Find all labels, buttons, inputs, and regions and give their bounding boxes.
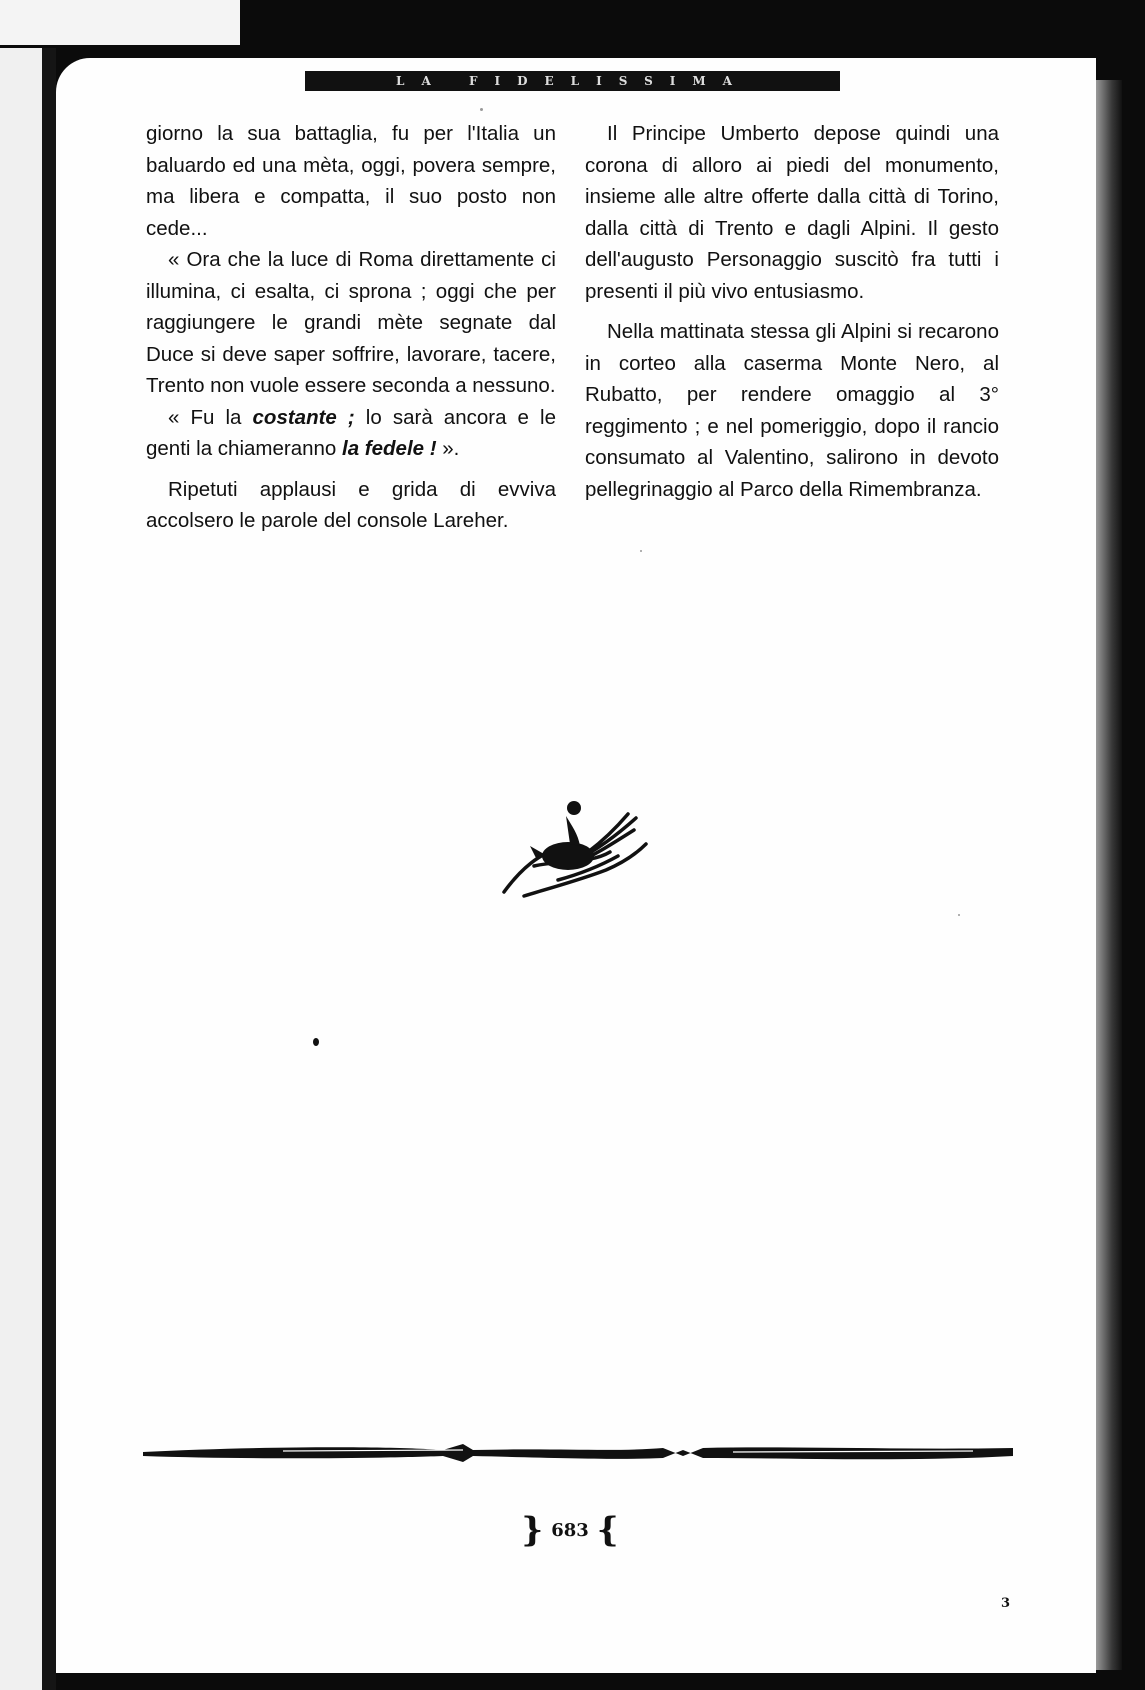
decorative-rule — [143, 1440, 1013, 1464]
running-header — [305, 71, 840, 91]
paragraph: Ripetuti applausi e grida di evviva accolsero le parole del console Lareher. — [146, 477, 556, 532]
emphasis-text: la fedele ! — [342, 437, 437, 460]
paragraph: Il Principe Umberto depose quindi una corona di alloro ai piedi del monumento, insieme alle altre offerte dalla città di Torino, dalla città di Trento e dagli Alpini. Il gesto dell'augusto Personaggio suscitò fra tutti i presenti il più vivo entusiasmo. — [585, 122, 999, 303]
paragraph: giorno la sua battaglia, fu per l'Italia un baluardo ed una mèta, oggi, povera sempre, ma libera e compatta, il suo posto non cede... — [146, 122, 556, 240]
paragraph: Nella mattinata stessa gli Alpini si recarono in corteo alla caserma Monte Nero, al Rubatto, per rendere omaggio al 3° reggimento ; e nel pomeriggio, dopo il rancio consumato al Valentino, salirono in devoto pellegrinaggio al Parco della Rimembranza. — [585, 320, 999, 501]
right-text-column — [585, 118, 999, 505]
scan-speck — [480, 108, 483, 111]
page-number-value: 683 — [551, 1519, 589, 1541]
scan-left-gutter — [0, 48, 42, 1690]
page-edge-shadow — [1096, 80, 1122, 1670]
left-brace-ornament: } — [521, 1510, 544, 1550]
paragraph — [146, 402, 556, 465]
scan-speck — [640, 550, 642, 552]
page-number — [515, 1510, 625, 1550]
scan-speck — [313, 1038, 319, 1046]
paragraph: « Ora che la luce di Roma direttamente ci illumina, ci esalta, ci sprona ; oggi che per raggiungere le grandi mète segnate dal Duce si deve saper soffrire, lavorare, tacere, Trento non vuole essere seconda a nessuno. — [146, 248, 556, 397]
paragraph-text: lo sarà ancora e le genti la chiameranno — [146, 405, 556, 460]
scan-background-corner — [0, 0, 240, 45]
signature-mark: 3 — [1001, 1596, 1011, 1611]
emphasis-text: costante ; — [252, 405, 355, 429]
right-brace-ornament: { — [596, 1510, 619, 1550]
running-title: LA FIDELISSIMA — [396, 74, 749, 88]
paragraph-text: « Fu la — [168, 405, 253, 429]
hand-with-dove-ornament-icon — [500, 800, 650, 902]
scan-speck — [958, 914, 960, 916]
paragraph-text: ». — [436, 437, 460, 460]
scan-left-edge — [42, 48, 56, 1690]
left-text-column — [146, 118, 556, 537]
